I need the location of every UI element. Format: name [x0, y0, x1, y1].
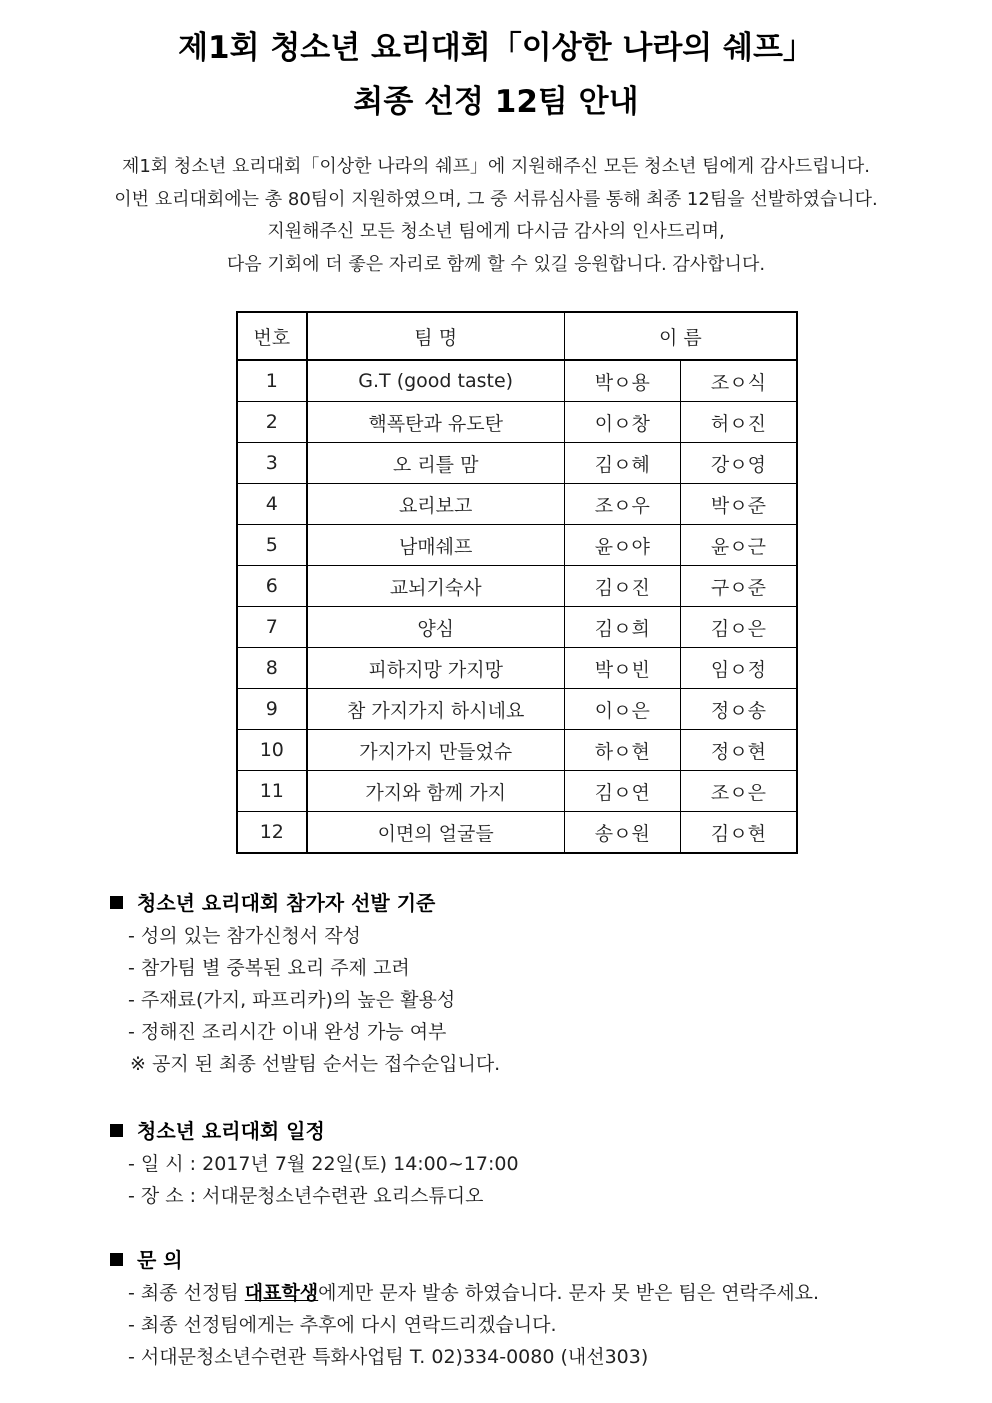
team-number: 1: [237, 360, 307, 402]
table-row: [237, 689, 797, 730]
team-number: 11: [237, 771, 307, 812]
team-number: 7: [237, 607, 307, 648]
table-row: [237, 648, 797, 689]
member-name-1: 송ㅇ원: [564, 812, 680, 854]
criteria-item: - 성의 있는 참가신청서 작성: [128, 925, 361, 947]
selection-criteria-section: [110, 886, 500, 1080]
header-number: 번호: [237, 312, 307, 360]
member-name-2: 정ㅇ현: [680, 730, 797, 771]
member-name-1: 박ㅇ용: [564, 360, 680, 402]
table-row: [237, 525, 797, 566]
team-number: 10: [237, 730, 307, 771]
document-title-line1: 제1회 청소년 요리대회「이상한 나라의 쉐프」: [178, 30, 814, 66]
table-row: [237, 730, 797, 771]
team-name: 오 리틀 맘: [307, 443, 565, 484]
intro-line: 다음 기회에 더 좋은 자리로 함께 할 수 있길 응원합니다. 감사합니다.: [226, 253, 766, 275]
team-name: 가지가지 만들었슈: [307, 730, 565, 771]
member-name-2: 임ㅇ정: [680, 648, 797, 689]
criteria-item: - 참가팀 별 중복된 요리 주제 고려: [128, 957, 410, 979]
member-name-2: 정ㅇ송: [680, 689, 797, 730]
schedule-section: [110, 1114, 519, 1212]
table-row: [237, 360, 797, 402]
member-name-2: 강ㅇ영: [680, 443, 797, 484]
section-heading: 문 의: [110, 1243, 819, 1277]
member-name-1: 김ㅇ진: [564, 566, 680, 607]
square-bullet-icon: [110, 896, 123, 909]
team-number: 4: [237, 484, 307, 525]
table-row: [237, 771, 797, 812]
intro-line: 제1회 청소년 요리대회「이상한 나라의 쉐프」에 지원해주신 모든 청소년 팀에게 감사드립니다.: [121, 156, 871, 177]
member-name-2: 조ㅇ은: [680, 771, 797, 812]
member-name-2: 윤ㅇ근: [680, 525, 797, 566]
team-name: 참 가지가지 하시네요: [307, 689, 565, 730]
table-row: [237, 812, 797, 854]
table-row: [237, 566, 797, 607]
table-row: [237, 484, 797, 525]
member-name-1: 윤ㅇ야: [564, 525, 680, 566]
member-name-1: 박ㅇ빈: [564, 648, 680, 689]
team-name: 요리보고: [307, 484, 565, 525]
team-number: 9: [237, 689, 307, 730]
header-member-names: 이 름: [564, 312, 797, 360]
team-name: 양심: [307, 607, 565, 648]
member-name-2: 조ㅇ식: [680, 360, 797, 402]
square-bullet-icon: [110, 1253, 123, 1266]
section-heading: 청소년 요리대회 참가자 선발 기준: [110, 886, 500, 920]
member-name-1: 김ㅇ혜: [564, 443, 680, 484]
team-number: 12: [237, 812, 307, 854]
team-number: 8: [237, 648, 307, 689]
team-number: 2: [237, 402, 307, 443]
header-team-name: 팀 명: [307, 312, 565, 360]
member-name-1: 이ㅇ은: [564, 689, 680, 730]
representative-student-emphasis: 대표학생: [244, 1282, 319, 1304]
team-name: 이면의 얼굴들: [307, 812, 565, 854]
table-row: [237, 607, 797, 648]
team-name: 가지와 함께 가지: [307, 771, 565, 812]
member-name-1: 김ㅇ연: [564, 771, 680, 812]
contact-item: - 최종 선정팀 대표학생에게만 문자 발송 하였습니다. 문자 못 받은 팀은 연락주세요.: [128, 1282, 820, 1304]
intro-line: 지원해주신 모든 청소년 팀에게 다시금 감사의 인사드리며,: [267, 221, 725, 242]
team-name: G.T (good taste): [307, 360, 565, 402]
contact-phone: - 서대문청소년수련관 특화사업팀 T. 02)334-0080 (내선303): [128, 1346, 649, 1368]
criteria-item: - 정해진 조리시간 이내 완성 가능 여부: [128, 1021, 447, 1043]
team-number: 3: [237, 443, 307, 484]
member-name-2: 박ㅇ준: [680, 484, 797, 525]
member-name-2: 김ㅇ현: [680, 812, 797, 854]
member-name-2: 구ㅇ준: [680, 566, 797, 607]
table-row: [237, 402, 797, 443]
table-header-row: [237, 312, 797, 360]
team-name: 피하지망 가지망: [307, 648, 565, 689]
intro-paragraph: [0, 151, 992, 281]
table-row: [237, 443, 797, 484]
member-name-2: 김ㅇ은: [680, 607, 797, 648]
team-name: 남매쉐프: [307, 525, 565, 566]
selected-teams-table: [236, 311, 798, 854]
criteria-item: - 주재료(가지, 파프리카)의 높은 활용성: [128, 989, 456, 1011]
team-number: 5: [237, 525, 307, 566]
schedule-date: - 일 시 : 2017년 7월 22일(토) 14:00~17:00: [128, 1153, 519, 1175]
square-bullet-icon: [110, 1124, 123, 1137]
contact-section: [110, 1243, 819, 1373]
document-title-line2: 최종 선정 12팀 안내: [353, 84, 639, 120]
member-name-1: 이ㅇ창: [564, 402, 680, 443]
member-name-1: 김ㅇ희: [564, 607, 680, 648]
intro-line: 이번 요리대회에는 총 80팀이 지원하였으며, 그 중 서류심사를 통해 최종 12팀을 선발하였습니다.: [114, 188, 878, 210]
team-number: 6: [237, 566, 307, 607]
member-name-1: 하ㅇ현: [564, 730, 680, 771]
contact-item: - 최종 선정팀에게는 추후에 다시 연락드리겠습니다.: [128, 1314, 557, 1336]
team-name: 교뇌기숙사: [307, 566, 565, 607]
member-name-2: 허ㅇ진: [680, 402, 797, 443]
section-heading: 청소년 요리대회 일정: [110, 1114, 519, 1148]
team-name: 핵폭탄과 유도탄: [307, 402, 565, 443]
criteria-note: ※ 공지 된 최종 선발팀 순서는 접수순입니다.: [130, 1053, 501, 1075]
schedule-location: - 장 소 : 서대문청소년수련관 요리스튜디오: [128, 1185, 484, 1207]
member-name-1: 조ㅇ우: [564, 484, 680, 525]
